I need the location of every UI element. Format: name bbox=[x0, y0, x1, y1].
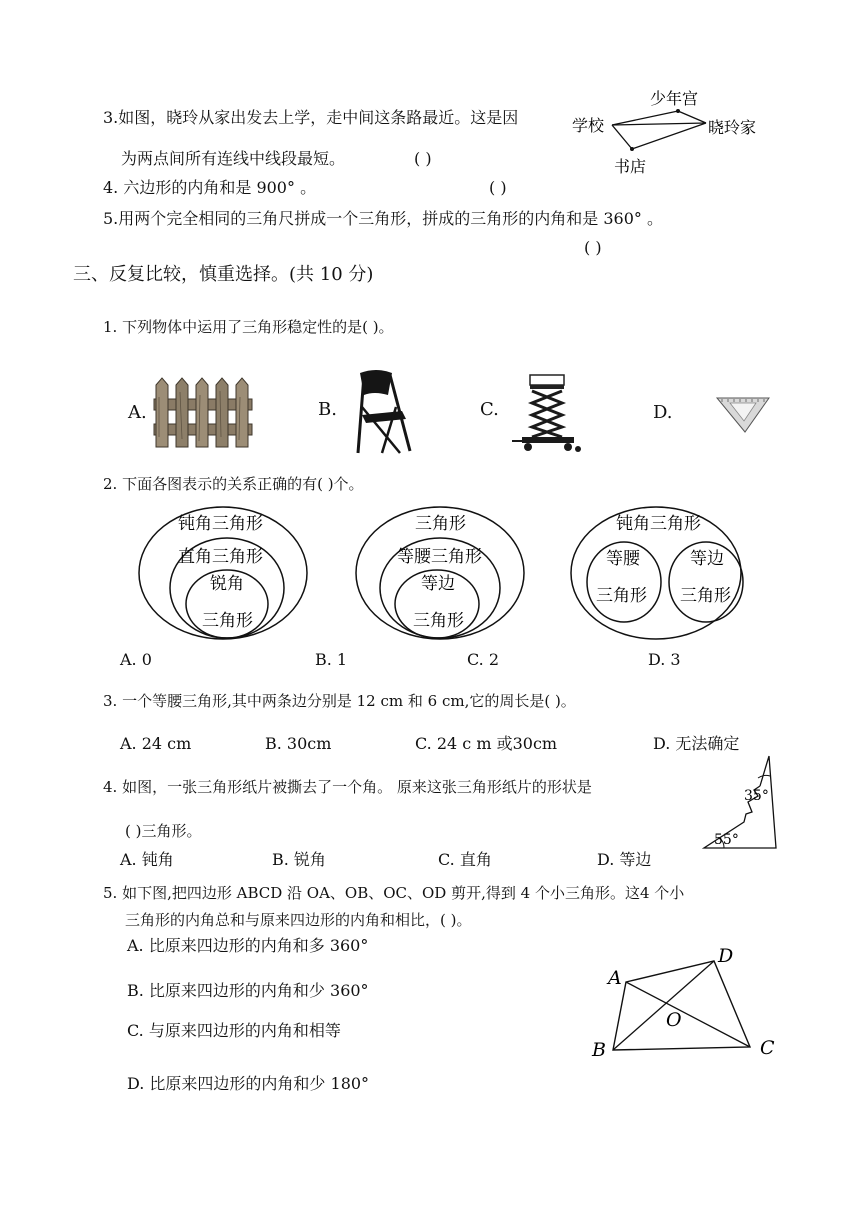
fig1-inner-label-1: 锐角 bbox=[210, 574, 244, 594]
q1-option-a-label[interactable]: A. bbox=[128, 402, 147, 423]
q4-option-b[interactable]: B. 锐角 bbox=[272, 850, 326, 869]
fig2-outer-label: 三角形 bbox=[415, 514, 466, 534]
point-d-label: D bbox=[718, 945, 734, 967]
q5-option-c[interactable]: C. 与原来四边形的内角和相等 bbox=[127, 1021, 341, 1040]
q5-judge-answer-paren[interactable]: ( ) bbox=[584, 238, 602, 257]
q3-judge-answer-paren[interactable]: ( ) bbox=[414, 149, 432, 168]
q3-option-c[interactable]: C. 24 c m 或30cm bbox=[415, 734, 558, 753]
choice-q4-stem-line1: 4. 如图，一张三角形纸片被撕去了一个角。 原来这张三角形纸片的形状是 bbox=[103, 778, 592, 796]
map-palace-label: 少年宫 bbox=[650, 89, 699, 108]
point-a-label: A bbox=[608, 967, 622, 989]
q2-option-c[interactable]: C. 2 bbox=[467, 650, 500, 669]
fig2-middle-label: 等腰三角形 bbox=[397, 547, 482, 567]
fig3-left-label-2: 三角形 bbox=[596, 586, 647, 606]
q4-option-d[interactable]: D. 等边 bbox=[597, 850, 652, 869]
choice-q4-stem-line2: ( )三角形。 bbox=[125, 822, 202, 840]
q3-judge-line1: 3.如图，晓玲从家出发去上学，走中间这条路最近。这是因 bbox=[103, 108, 519, 127]
q2-option-b[interactable]: B. 1 bbox=[315, 650, 348, 669]
fig3-outer-label: 钝角三角形 bbox=[616, 514, 701, 534]
q2-option-a[interactable]: A. 0 bbox=[120, 650, 152, 669]
q4-option-c[interactable]: C. 直角 bbox=[438, 850, 492, 869]
point-c-label: C bbox=[760, 1037, 775, 1059]
point-b-label: B bbox=[592, 1039, 606, 1061]
q5-option-b[interactable]: B. 比原来四边形的内角和少 360° bbox=[127, 981, 369, 1000]
venn-diagram-2 bbox=[355, 506, 527, 641]
map-home-label: 晓玲家 bbox=[708, 118, 757, 137]
q3-option-b[interactable]: B. 30cm bbox=[265, 734, 332, 753]
angle-35-label: 35° bbox=[744, 788, 769, 804]
fig3-right-label-2: 三角形 bbox=[680, 586, 731, 606]
q5-option-d[interactable]: D. 比原来四边形的内角和少 180° bbox=[127, 1074, 370, 1093]
folding-chair-image bbox=[352, 367, 414, 455]
q3-option-d[interactable]: D. 无法确定 bbox=[653, 734, 740, 753]
venn-diagram-3 bbox=[570, 506, 744, 641]
q5-option-a[interactable]: A. 比原来四边形的内角和多 360° bbox=[127, 936, 369, 955]
map-school-label: 学校 bbox=[572, 116, 605, 135]
q2-option-d[interactable]: D. 3 bbox=[648, 650, 681, 669]
fig1-outer-label: 钝角三角形 bbox=[178, 514, 263, 534]
q3-option-a[interactable]: A. 24 cm bbox=[120, 734, 192, 753]
q4-judge: 4. 六边形的内角和是 900° 。 bbox=[103, 178, 317, 197]
fence-image bbox=[152, 377, 254, 449]
choice-q5-stem-line1: 5. 如下图,把四边形 ABCD 沿 OA、OB、OC、OD 剪开,得到 4 个小三角形。这4 个小 bbox=[103, 884, 685, 902]
fig3-right-label-1: 等边 bbox=[690, 549, 724, 569]
torn-triangle-figure bbox=[700, 752, 780, 852]
fig2-inner-label-2: 三角形 bbox=[413, 611, 464, 631]
fig1-middle-label: 直角三角形 bbox=[178, 547, 263, 567]
fig3-left-label-1: 等腰 bbox=[606, 549, 640, 569]
quadrilateral-abcd-figure bbox=[590, 944, 786, 1064]
angle-55-label: 55° bbox=[714, 832, 739, 848]
q1-option-b-label[interactable]: B. bbox=[318, 399, 337, 420]
set-square-image bbox=[716, 396, 770, 434]
choice-q2-stem: 2. 下面各图表示的关系正确的有( )个。 bbox=[103, 475, 364, 493]
scissor-lift-image bbox=[508, 371, 584, 453]
fig1-inner-label-2: 三角形 bbox=[202, 611, 253, 631]
choice-q5-stem-line2: 三角形的内角总和与原来四边形的内角和相比，( )。 bbox=[125, 911, 472, 929]
map-bookstore-label: 书店 bbox=[614, 157, 647, 176]
choice-q1-stem: 1. 下列物体中运用了三角形稳定性的是( )。 bbox=[103, 318, 394, 336]
q5-judge: 5.用两个完全相同的三角尺拼成一个三角形，拼成的三角形的内角和是 360° 。 bbox=[103, 209, 663, 228]
choice-q3-stem: 3. 一个等腰三角形,其中两条边分别是 12 cm 和 6 cm,它的周长是( )。 bbox=[103, 692, 576, 710]
venn-diagram-1 bbox=[138, 506, 310, 641]
section3-title: 三、反复比较，慎重选择。(共 10 分) bbox=[73, 264, 374, 285]
q1-option-d-label[interactable]: D. bbox=[653, 402, 673, 423]
q4-option-a[interactable]: A. 钝角 bbox=[120, 850, 174, 869]
point-o-label: O bbox=[666, 1009, 682, 1031]
route-map-diagram bbox=[570, 84, 770, 179]
q3-judge-line2: 为两点间所有连线中线段最短。 bbox=[121, 149, 346, 168]
q1-option-c-label[interactable]: C. bbox=[480, 399, 499, 420]
fig2-inner-label-1: 等边 bbox=[421, 574, 455, 594]
q4-judge-answer-paren[interactable]: ( ) bbox=[489, 178, 507, 197]
